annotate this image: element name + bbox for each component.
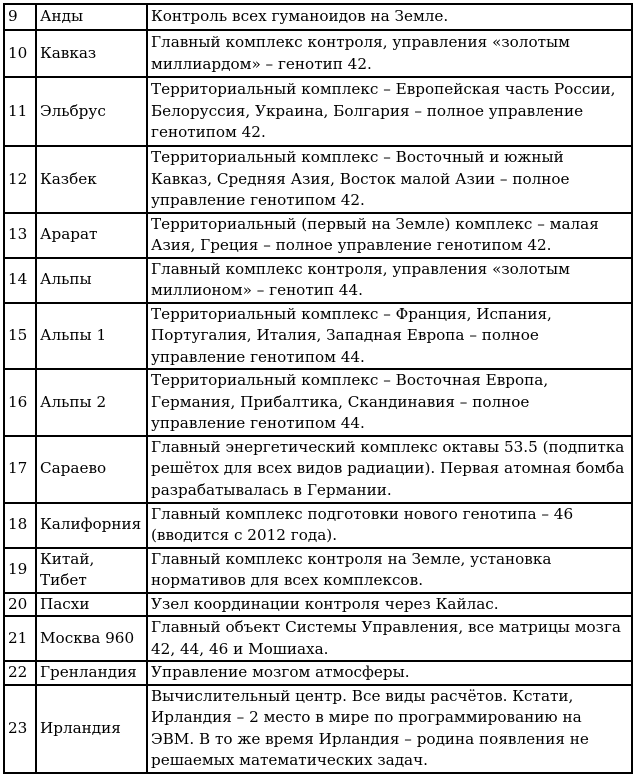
table-row (4, 77, 632, 146)
row-location: Москва 960 (36, 616, 147, 661)
complex-table (3, 3, 633, 774)
row-description: Главный объект Системы Управления, все матрицы мозга 42, 44, 46 и Мошиаха. (147, 616, 632, 661)
row-location: Пасхи (36, 593, 147, 617)
row-number: 19 (4, 548, 36, 593)
row-location: Альпы 1 (36, 303, 147, 370)
row-number: 22 (4, 661, 36, 685)
table-row (4, 503, 632, 548)
row-description: Территориальный комплекс – Восточная Европа, Германия, Прибалтика, Скандинавия – полное управление генотипом 44. (147, 369, 632, 436)
row-description: Управление мозгом атмосферы. (147, 661, 632, 685)
row-number: 13 (4, 213, 36, 258)
table-row (4, 258, 632, 303)
row-number: 17 (4, 436, 36, 503)
row-location: Казбек (36, 146, 147, 213)
table-row (4, 213, 632, 258)
row-number: 9 (4, 4, 36, 30)
table-row (4, 369, 632, 436)
row-location: Анды (36, 4, 147, 30)
row-description: Вычислительный центр. Все виды расчётов. Кстати, Ирландия – 2 место в мире по программированию на ЭВМ. В то же время Ирландия – родина появления не решаемых математических задач. (147, 685, 632, 773)
row-location: Альпы 2 (36, 369, 147, 436)
table-row (4, 616, 632, 661)
row-number: 18 (4, 503, 36, 548)
row-number: 12 (4, 146, 36, 213)
row-description: Территориальный комплекс – Франция, Испания, Португалия, Италия, Западная Европа – полное управление генотипом 44. (147, 303, 632, 370)
row-location: Гренландия (36, 661, 147, 685)
row-number: 15 (4, 303, 36, 370)
row-description: Территориальный комплекс – Восточный и южный Кавказ, Средняя Азия, Восток малой Азии – полное управление генотипом 42. (147, 146, 632, 213)
row-location: Сараево (36, 436, 147, 503)
table-row (4, 661, 632, 685)
table-row (4, 436, 632, 503)
row-number: 20 (4, 593, 36, 617)
row-location: Кавказ (36, 30, 147, 77)
table-row (4, 593, 632, 617)
table-row (4, 146, 632, 213)
row-location: Китай, Тибет (36, 548, 147, 593)
row-description: Территориальный комплекс – Европейская часть России, Белоруссия, Украина, Болгария – полное управление генотипом 42. (147, 77, 632, 146)
row-description: Главный комплекс контроля, управления «золотым миллиардом» – генотип 42. (147, 30, 632, 77)
row-number: 23 (4, 685, 36, 773)
row-description: Территориальный (первый на Земле) комплекс – малая Азия, Греция – полное управление генотипом 42. (147, 213, 632, 258)
row-number: 16 (4, 369, 36, 436)
row-description: Контроль всех гуманоидов на Земле. (147, 4, 632, 30)
table-row (4, 548, 632, 593)
row-location: Калифорния (36, 503, 147, 548)
row-location: Ирландия (36, 685, 147, 773)
row-description: Главный энергетический комплекс октавы 53.5 (подпитка решётох для всех видов радиации). Первая атомная бомба разрабатывалась в Германии. (147, 436, 632, 503)
row-number: 10 (4, 30, 36, 77)
table-row (4, 4, 632, 30)
row-location: Эльбрус (36, 77, 147, 146)
table-row (4, 303, 632, 370)
row-number: 14 (4, 258, 36, 303)
table-row (4, 30, 632, 77)
row-number: 11 (4, 77, 36, 146)
table-row (4, 685, 632, 773)
row-location: Альпы (36, 258, 147, 303)
row-location: Арарат (36, 213, 147, 258)
row-description: Узел координации контроля через Кайлас. (147, 593, 632, 617)
row-description: Главный комплекс контроля на Земле, установка нормативов для всех комплексов. (147, 548, 632, 593)
row-description: Главный комплекс контроля, управления «золотым миллионом» – генотип 44. (147, 258, 632, 303)
row-description: Главный комплекс подготовки нового генотипа – 46 (вводится с 2012 года). (147, 503, 632, 548)
row-number: 21 (4, 616, 36, 661)
